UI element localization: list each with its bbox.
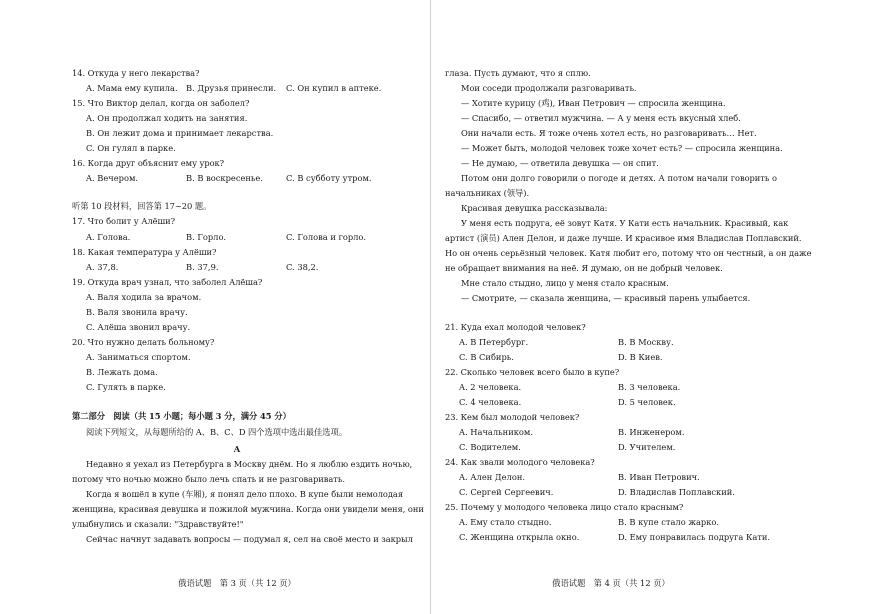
passage-line: глаза. Пусть думают, что я сплю. <box>445 68 591 78</box>
q18-question: 18. Какая температура у Алёши? <box>72 247 217 257</box>
q17-option-c: C. Голова и горло. <box>286 232 367 242</box>
passage-line: артист (演员) Ален Делон, и даже лучше. И красивое имя Владислав Поплавский. <box>445 233 802 243</box>
q21-option-b: B. В Москву. <box>618 337 674 347</box>
passage-line: Когда я вошёл в купе (车厢), я понял дело плохо. В купе были немолодая <box>86 489 404 499</box>
q20-question: 20. Что нужно делать больному? <box>72 337 215 347</box>
q19-option-a: A. Валя ходила за врачом. <box>86 292 202 302</box>
q22-option-b: B. 3 человека. <box>618 382 681 392</box>
q14-option-b: B. Друзья принесли. <box>186 83 277 93</box>
q25-option-d: D. Ему понравилась подруга Кати. <box>618 532 771 542</box>
q24-question: 24. Как звали молодого человека? <box>445 457 595 467</box>
q15-option-a: A. Он продолжал ходить на занятия. <box>86 113 248 123</box>
q16-option-a: A. Вечером. <box>86 173 139 183</box>
q19-option-c: C. Алёша звонил врачу. <box>86 322 191 332</box>
q22-question: 22. Сколько человек всего было в купе? <box>445 367 620 377</box>
q25-question: 25. Почему у молодого человека лицо стало красным? <box>445 502 684 512</box>
q21-option-c: C. В Сибирь. <box>459 352 514 362</box>
passage-line: Мне стало стыдно, лицо у меня стало красным. <box>461 278 669 288</box>
q16-option-c: C. В субботу утром. <box>286 173 372 183</box>
q18-option-c: C. 38,2. <box>286 262 319 272</box>
q21-option-d: D. В Киев. <box>618 352 663 362</box>
passage-line: — Не думаю, — ответила девушка — он спит. <box>461 158 659 168</box>
page-footer-3: 俄语试题 第 3 页（共 12 页） <box>178 578 296 588</box>
q14-question: 14. Откуда у него лекарства? <box>72 68 200 78</box>
q21-option-a: A. В Петербург. <box>459 337 529 347</box>
q16-option-b: B. В воскресенье. <box>186 173 263 183</box>
q23-question: 23. Кем был молодой человек? <box>445 412 580 422</box>
q20-option-a: A. Заниматься спортом. <box>86 352 191 362</box>
q18-option-a: A. 37,8. <box>86 262 119 272</box>
q24-option-a: A. Ален Делон. <box>459 472 525 482</box>
passage-line: — Может быть, молодой человек тоже хочет есть? — спросила женщина. <box>461 143 783 153</box>
passage-line: Недавно я уехал из Петербурга в Москву днём. Но я люблю ездить ночью, <box>86 459 413 469</box>
q16-question: 16. Когда друг объяснит ему урок? <box>72 158 225 168</box>
passage-line: потому что ночью можно было лечь спать и не разговаривать. <box>72 474 345 484</box>
q22-option-d: D. 5 человек. <box>618 397 676 407</box>
passage-line: начальниках (领导). <box>445 188 530 198</box>
page-footer-4: 俄语试题 第 4 页（共 12 页） <box>552 578 670 588</box>
passage-line: Мои соседи продолжали разговаривать. <box>461 83 637 93</box>
passage-line: улыбнулись и сказали: "Здравствуйте!" <box>72 519 244 529</box>
q17-option-a: A. Голова. <box>86 232 131 242</box>
passage-line: — Смотрите, — сказала женщина, — красивый парень улыбается. <box>461 293 751 303</box>
q23-option-a: A. Начальником. <box>459 427 533 437</box>
part2-instruction: 阅读下列短文，从每题所给的 A、B、C、D 四个选项中选出最佳选项。 <box>86 427 347 437</box>
q20-option-b: B. Лежать дома. <box>86 367 158 377</box>
q22-option-c: C. 4 человека. <box>459 397 522 407</box>
passage-label: A <box>233 444 241 454</box>
q22-option-a: A. 2 человека. <box>459 382 522 392</box>
q14-option-c: C. Он купил в аптеке. <box>286 83 382 93</box>
passage-line: Красивая девушка рассказывала: <box>461 203 608 213</box>
q21-question: 21. Куда ехал молодой человек? <box>445 322 586 332</box>
right-page <box>432 0 870 614</box>
listening-material-note: 听第 10 段材料，回答第 17~20 题。 <box>72 201 212 211</box>
q17-question: 17. Что болит у Алёши? <box>72 216 176 226</box>
page-divider <box>430 0 431 614</box>
q23-option-b: B. Инженером. <box>618 427 685 437</box>
q24-option-b: B. Иван Петрович. <box>618 472 700 482</box>
part2-header: 第二部分 阅读（共 15 小题；每小题 3 分，满分 45 分） <box>72 411 291 421</box>
q25-option-c: C. Женщина открыла окно. <box>459 532 580 542</box>
passage-line: — Спасибо, — ответил мужчина. — А у меня есть вкусный хлеб. <box>461 113 741 123</box>
passage-line: не обращает внимания на неё. Я думаю, он не добрый человек. <box>445 263 723 273</box>
q15-question: 15. Что Виктор делал, когда он заболел? <box>72 98 250 108</box>
passage-line: Они начали есть. Я тоже очень хотел есть, но разговаривать… Нет. <box>461 128 757 138</box>
q15-option-b: B. Он лежит дома и принимает лекарства. <box>86 128 274 138</box>
q14-option-a: A. Мама ему купила. <box>86 83 178 93</box>
q19-option-b: B. Валя звонила врачу. <box>86 307 188 317</box>
q18-option-b: B. 37,9. <box>186 262 219 272</box>
q25-option-b: B. В купе стало жарко. <box>618 517 720 527</box>
passage-line: — Хотите курицу (鸡), Иван Петрович — спросила женщина. <box>461 98 726 108</box>
q25-option-a: A. Ему стало стыдно. <box>459 517 552 527</box>
q23-option-c: C. Водителем. <box>459 442 521 452</box>
q19-question: 19. Откуда врач узнал, что заболел Алёша? <box>72 277 263 287</box>
passage-line: Сейчас начнут задавать вопросы — подумал я, сел на своё место и закрыл <box>86 534 413 544</box>
q20-option-c: C. Гулять в парке. <box>86 382 166 392</box>
q23-option-d: D. Учителем. <box>618 442 676 452</box>
q24-option-d: D. Владислав Поплавский. <box>618 487 735 497</box>
q15-option-c: C. Он гулял в парке. <box>86 143 176 153</box>
passage-line: Потом они долго говорили о погоде и детях. А потом начали говорить о <box>461 173 777 183</box>
left-page <box>0 0 430 614</box>
q24-option-c: C. Сергей Сергеевич. <box>459 487 554 497</box>
passage-line: женщина, красивая девушка и пожилой мужчина. Когда они увидели меня, они <box>72 504 424 514</box>
passage-line: У меня есть подруга, её зовут Катя. У Кати есть начальник. Красивый, как <box>461 218 789 228</box>
q17-option-b: B. Горло. <box>186 232 227 242</box>
passage-line: Но он очень серьёзный человек. Катя любит его, потому что он честный, а он даже <box>445 248 812 258</box>
